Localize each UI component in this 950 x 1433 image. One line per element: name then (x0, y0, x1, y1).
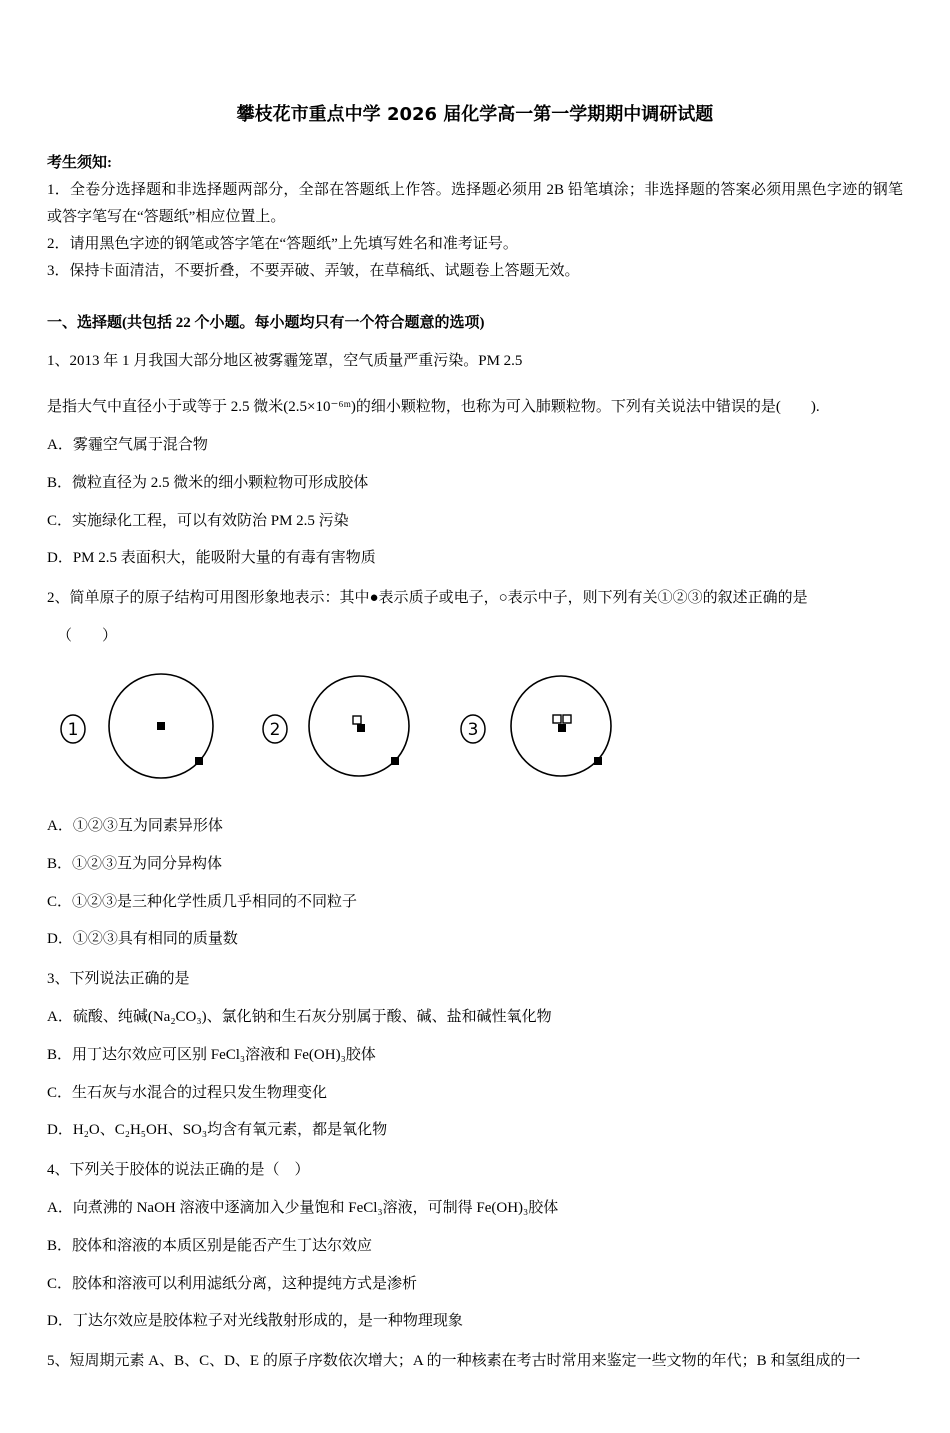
atom-structure-diagram (53, 663, 903, 800)
question-3-option-b: B．用丁达尔效应可区别 FeCl₃溶液和 Fe(OH)₃胶体 (47, 1046, 376, 1063)
circled-label-1-icon (61, 715, 85, 743)
atom-3-diagram-icon (511, 676, 611, 776)
page-title: 攀枝花市重点中学 2026 届化学高一第一学期期中调研试题 (236, 104, 714, 125)
question-2-option-a: A．①②③互为同素异形体 (47, 818, 223, 834)
question-2-answer-parentheses: （ ） (57, 628, 118, 644)
question-4-option-a: A．向煮沸的 NaOH 溶液中逐滴加入少量饱和 FeCl₃溶液，可制得 Fe(OH)₃胶体 (47, 1200, 559, 1216)
circled-label-3-icon (461, 715, 485, 743)
question-4 (47, 1158, 903, 1333)
question-3-option-c: C．生石灰与水混合的过程只发生物理变化 (47, 1084, 328, 1101)
svg-text:1: 1 (67, 720, 79, 740)
question-1-option-d: D．PM 2.5 表面积大，能吸附大量的有毒有害物质 (47, 550, 376, 567)
question-5-stem: 5、短周期元素 A、B、C、D、E 的原子序数依次增大；A 的一种核素在考古时常用来鉴定一些文物的年代；B 和氢组成的一 (47, 1353, 861, 1369)
notice-item-1: 1．全卷分选择题和非选择题两部分，全部在答题纸上作答。选择题必须用 2B 铅笔填涂；非选择题的答案必须用黑色字迹的钢笔或答字笔写在“答题纸”相应位置上。 (47, 182, 903, 225)
question-2 (47, 586, 903, 951)
question-4-stem: 4、下列关于胶体的说法正确的是（ ） (47, 1162, 310, 1178)
question-4-option-b: B．胶体和溶液的本质区别是能否产生丁达尔效应 (47, 1237, 373, 1254)
candidate-notice (47, 150, 903, 285)
notice-heading: 考生须知: (47, 155, 112, 171)
svg-text:3: 3 (467, 720, 479, 740)
notice-item-2: 2．请用黑色字迹的钢笔或答字笔在“答题纸”上先填写姓名和准考证号。 (47, 236, 518, 252)
svg-text:2: 2 (269, 720, 281, 740)
question-1-option-b: B．微粒直径为 2.5 微米的细小颗粒物可形成胶体 (47, 474, 369, 491)
circled-label-2-icon (263, 715, 287, 743)
notice-item-3: 3．保持卡面清洁，不要折叠，不要弄破、弄皱，在草稿纸、试题卷上答题无效。 (47, 263, 580, 279)
question-3-option-a: A．硫酸、纯碱(Na₂CO₃)、氯化钠和生石灰分别属于酸、碱、盐和碱性氧化物 (47, 1009, 552, 1025)
atom-2-diagram-icon (309, 676, 409, 776)
question-3 (47, 967, 903, 1142)
question-1 (47, 349, 903, 570)
question-3-option-d: D．H₂O、C₂H₅OH、SO₃均含有氧元素，都是氧化物 (47, 1122, 388, 1139)
question-3-stem: 3、下列说法正确的是 (47, 971, 190, 987)
question-1-stem-line-2: 是指大气中直径小于或等于 2.5 微米(2.5×10⁻⁶ᵐ)的细小颗粒物，也称为可入肺颗粒物。下列有关说法中错误的是( ). (47, 399, 820, 415)
question-1-option-c: C．实施绿化工程，可以有效防治 PM 2.5 污染 (47, 512, 349, 529)
question-2-stem-line-1: 2、简单原子的原子结构可用图形象地表示：其中●表示质子或电子，○表示中子，则下列有关①②③的叙述正确的是 (47, 590, 808, 606)
question-4-option-c: C．胶体和溶液可以利用滤纸分离，这种提纯方式是渗析 (47, 1275, 418, 1292)
atom-1-diagram-icon (109, 674, 213, 778)
atom-structure-diagram-svg (53, 663, 673, 795)
question-1-stem-line-1: 1、2013 年 1 月我国大部分地区被雾霾笼罩，空气质量严重污染。PM 2.5 (47, 353, 523, 369)
question-2-option-c: C．①②③是三种化学性质几乎相同的不同粒子 (47, 893, 358, 910)
question-1-option-a: A．雾霾空气属于混合物 (47, 437, 208, 453)
question-4-option-d: D．丁达尔效应是胶体粒子对光线散射形成的，是一种物理现象 (47, 1313, 463, 1330)
question-2-option-b: B．①②③互为同分异构体 (47, 855, 223, 872)
question-2-option-d: D．①②③具有相同的质量数 (47, 931, 238, 948)
section-heading-choice-questions: 一、选择题(共包括 22 个小题。每小题均只有一个符合题意的选项) (47, 315, 485, 331)
question-5 (47, 1349, 903, 1373)
